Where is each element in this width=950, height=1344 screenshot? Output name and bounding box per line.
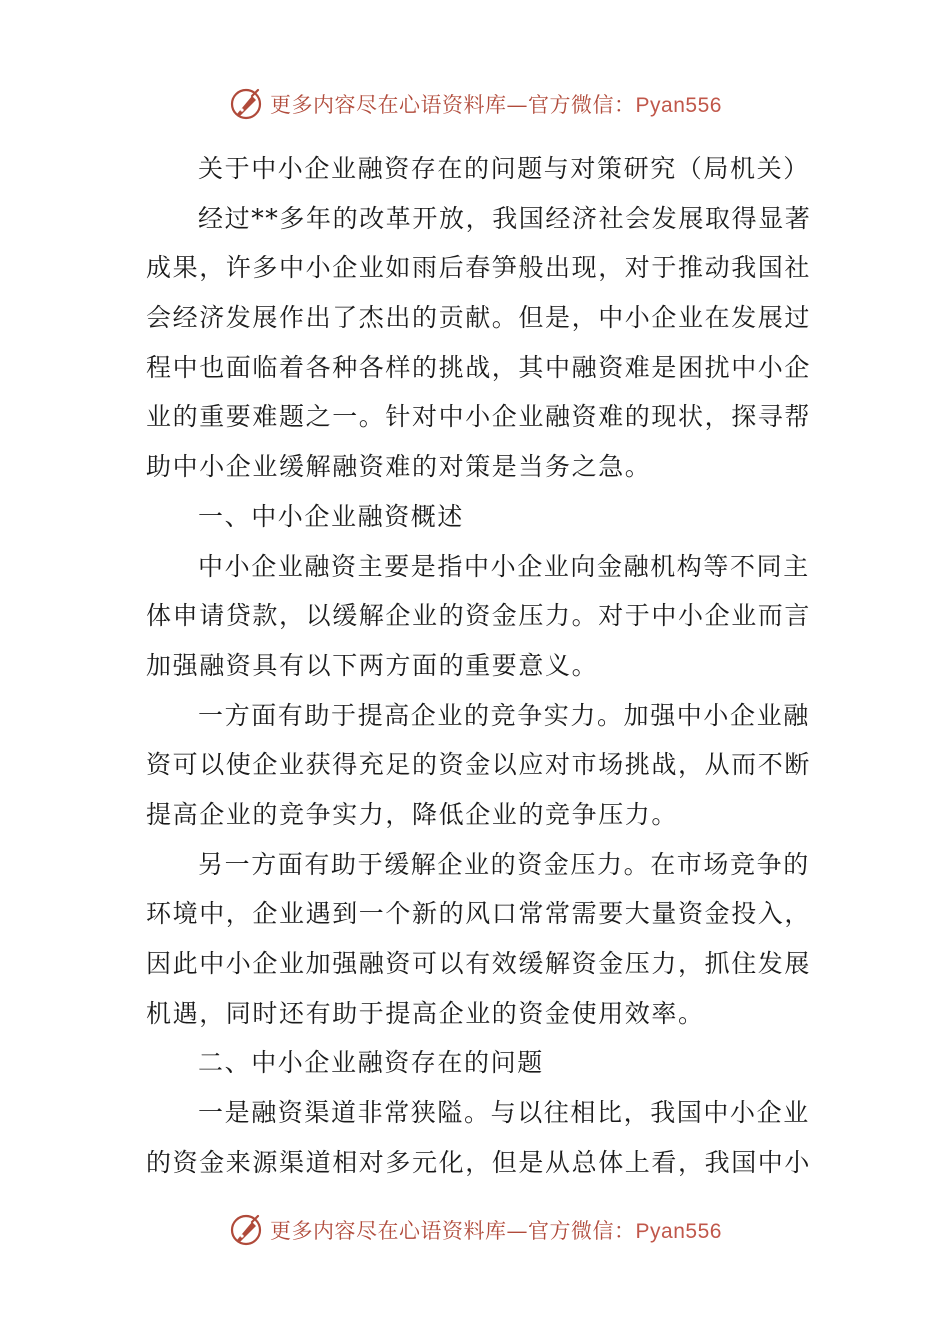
document-body: [146, 144, 812, 1187]
text-line: 体申请贷款，以缓解企业的资金压力。对于中小企业而言: [146, 601, 812, 631]
text-line: 一是融资渠道非常狭隘。与以往相比，我国中小企业: [198, 1098, 810, 1128]
text-line: 会经济发展作出了杰出的贡献。但是，中小企业在发展过: [146, 303, 812, 333]
watermark-banner-bottom: [0, 1208, 950, 1252]
text-line: 资可以使企业获得充足的资金以应对市场挑战，从而不断: [146, 750, 812, 780]
text-line: 因此中小企业加强融资可以有效缓解资金压力，抓住发展: [146, 949, 812, 978]
watermark-wechat-id: Pyan556: [635, 94, 722, 117]
text-line: 中小企业融资主要是指中小企业向金融机构等不同主: [198, 551, 810, 581]
watermark-text: 更多内容尽在心语资料库—官方微信：Pyan556: [270, 93, 722, 117]
text-line: 的资金来源渠道相对多元化，但是从总体上看，我国中小: [146, 1147, 812, 1177]
text-line: 机遇，同时还有助于提高企业的资金使用效率。: [146, 998, 705, 1028]
watermark-banner-top: [0, 82, 950, 126]
text-line: 一、中小企业融资概述: [198, 501, 465, 531]
pen-nib-circle-icon: [228, 1212, 264, 1248]
text-line: 另一方面有助于缓解企业的资金压力。在市场竞争的: [198, 849, 810, 879]
text-line: 二、中小企业融资存在的问题: [198, 1048, 544, 1078]
text-line: 提高企业的竞争实力，降低企业的竞争压力。: [146, 799, 679, 829]
text-line: 一方面有助于提高企业的竞争实力。加强中小企业融: [198, 700, 810, 730]
text-line: 环境中，企业遇到一个新的风口常常需要大量资金投入，: [146, 899, 812, 929]
watermark-wechat-id: Pyan556: [635, 1220, 722, 1243]
text-line: 业的重要难题之一。针对中小企业融资难的现状，探寻帮: [146, 402, 812, 432]
text-line: 成果，许多中小企业如雨后春笋般出现，对于推动我国社: [146, 253, 812, 283]
watermark-text: 更多内容尽在心语资料库—官方微信：Pyan556: [270, 1219, 722, 1243]
text-line: 程中也面临着各种各样的挑战，其中融资难是困扰中小企: [146, 352, 812, 382]
text-line: 加强融资具有以下两方面的重要意义。: [146, 650, 599, 680]
document-title: 关于中小企业融资存在的问题与对策研究（局机关）: [198, 154, 810, 183]
text-line: 经过**多年的改革开放，我国经济社会发展取得显著: [198, 203, 812, 233]
pen-nib-circle-icon: [228, 86, 264, 122]
text-line: 助中小企业缓解融资难的对策是当务之急。: [146, 452, 652, 482]
